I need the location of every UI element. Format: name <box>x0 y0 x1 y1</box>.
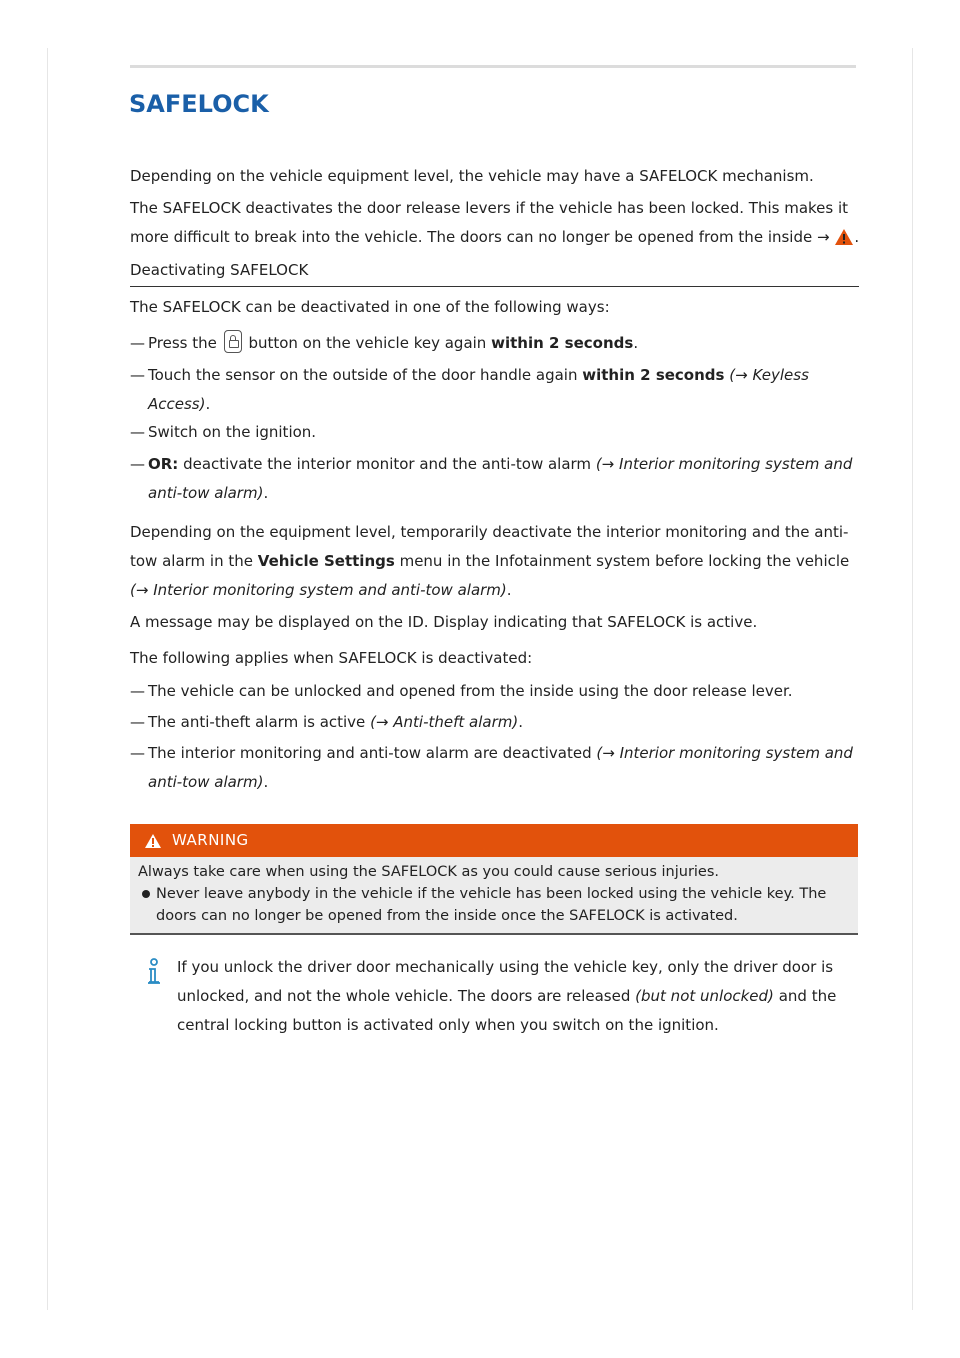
note-paragraph: If you unlock the driver door mechanically using the vehicle key, only the driver door is unlocked, and not the whole vehicle. The doors are released (but not unlocked) and the central locking button is activated only when you switch on the ignition. <box>177 958 837 1034</box>
lock-button-icon <box>224 330 242 353</box>
ways-intro: The SAFELOCK can be deactivated in one of the following ways: <box>130 298 610 316</box>
intro-paragraph-2: The SAFELOCK deactivates the door release levers if the vehicle has been locked. This makes it more difficult to break into the vehicle. The doors can no longer be opened from the inside → . <box>130 199 860 246</box>
top-rule <box>130 65 856 68</box>
intro-paragraph-1: Depending on the vehicle equipment level, the vehicle may have a SAFELOCK mechanism. <box>130 167 814 185</box>
subheading-deactivating: Deactivating SAFELOCK <box>130 256 859 287</box>
list-item-touch: — Touch the sensor on the outside of the door handle again within 2 seconds (→ Keyless Access). <box>130 366 809 413</box>
warning-body <box>130 857 858 935</box>
info-icon <box>144 958 164 986</box>
arrow-icon: → <box>817 228 830 246</box>
paragraph-message: A message may be displayed on the ID. Display indicating that SAFELOCK is active. <box>130 613 758 631</box>
warning-text: Always take care when using the SAFELOCK as you could cause serious injuries. <box>138 864 720 880</box>
warning-label: WARNING <box>172 831 249 849</box>
warning-box <box>130 824 858 935</box>
list-item-switch: — Switch on the ignition. <box>130 423 317 441</box>
page-title: SAFELOCK <box>129 90 269 118</box>
applies-item-3: — The interior monitoring and anti-tow alarm are deactivated (→ Interior monitoring system and anti-tow alarm). <box>130 744 853 791</box>
list-item-or: — OR: deactivate the interior monitor and the anti-tow alarm (→ Interior monitoring system and anti-tow alarm). <box>130 455 853 502</box>
warning-triangle-icon <box>834 228 854 246</box>
left-margin-line <box>47 48 48 1310</box>
list-item-press: — Press the button on the vehicle key again within 2 seconds. <box>130 329 860 358</box>
warning-list-item: Never leave anybody in the vehicle if the vehicle has been locked using the vehicle key. The doors can no longer be opened from the inside once the SAFELOCK is activated. <box>142 883 848 927</box>
paragraph-applies: The following applies when SAFELOCK is deactivated: <box>130 649 533 667</box>
right-margin-line <box>912 48 913 1310</box>
paragraph-vehicle-settings: Depending on the equipment level, temporarily deactivate the interior monitoring and the anti-tow alarm in the Vehicle Settings menu in the Infotainment system before locking the vehicle (→ Interior monitoring system and anti-tow alarm). <box>130 523 850 599</box>
warning-header <box>130 824 858 857</box>
warning-triangle-icon <box>144 833 162 849</box>
applies-item-2: — The anti-theft alarm is active (→ Anti-theft alarm). <box>130 713 524 731</box>
applies-item-1: — The vehicle can be unlocked and opened from the inside using the door release lever. <box>130 682 793 700</box>
